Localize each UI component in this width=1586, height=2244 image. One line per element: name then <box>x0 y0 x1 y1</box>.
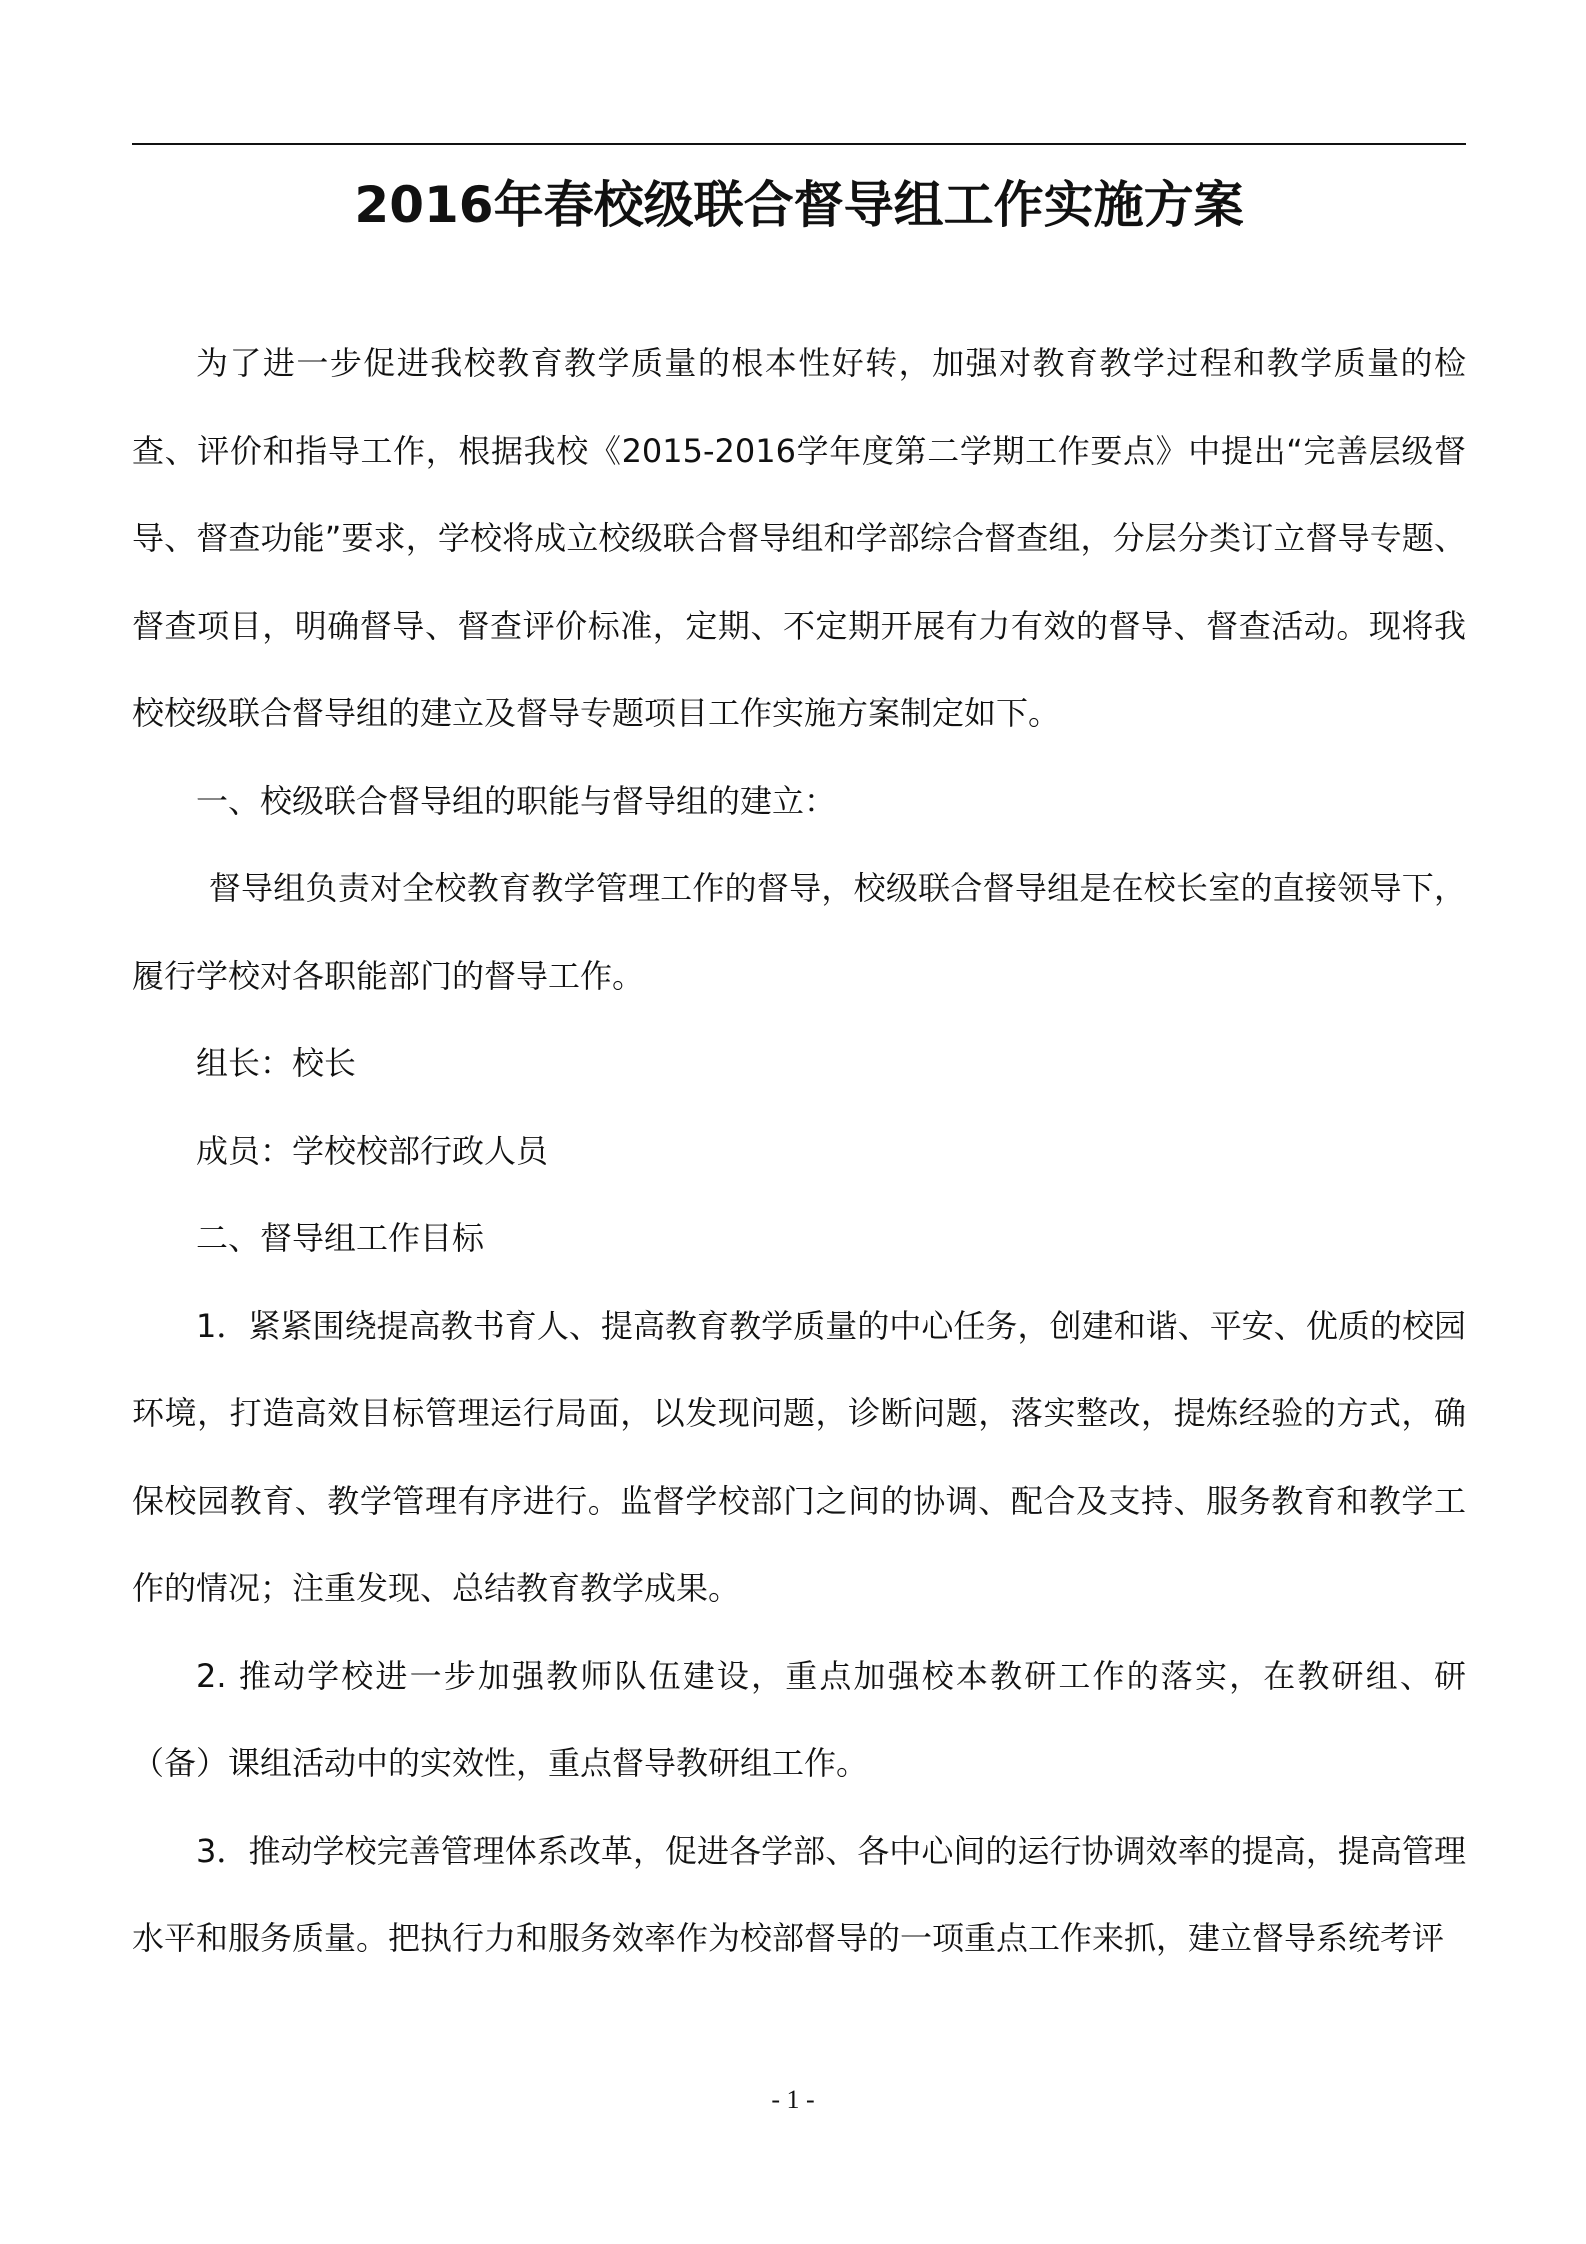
page-number: - 1 - <box>771 2085 815 2114</box>
section-heading-1: 一、校级联合督导组的职能与督导组的建立： <box>196 781 837 820</box>
document-body <box>132 320 1466 1983</box>
paragraph-goal-1: 1．紧紧围绕提高教书育人、提高教育教学质量的中心任务，创建和谐、平安、优质的校园环境，打造高效目标管理运行局面，以发现问题，诊断问题，落实整改，提炼经验的方式，确保校园教育、教学管理有序进行。监督学校部门之间的协调、配合及支持、服务教育和教学工作的情况；注重发现、总结教育教学成果。 <box>132 1306 1466 1607</box>
paragraph-members: 成员：学校校部行政人员 <box>196 1131 549 1170</box>
document-title: 2016年春校级联合督导组工作实施方案 <box>354 176 1244 234</box>
header-rule <box>132 143 1466 145</box>
paragraph-goal-2: 2. 推动学校进一步加强教师队伍建设，重点加强校本教研工作的落实，在教研组、研（备）课组活动中的实效性，重点督导教研组工作。 <box>132 1656 1466 1782</box>
section-heading-2: 二、督导组工作目标 <box>196 1219 485 1257</box>
paragraph-intro: 为了进一步促进我校教育教学质量的根本性好转，加强对教育教学过程和教学质量的检查、评价和指导工作，根据我校《2015-2016学年度第二学期工作要点》中提出“完善层级督导、督查功能”要求，学校将成立校级联合督导组和学部综合督查组，分层分类订立督导专题、督查项目，明确督导、督查评价标准，定期、不定期开展有力有效的督导、督查活动。现将我校校级联合督导组的建立及督导专题项目工作实施方案制定如下。 <box>132 344 1466 732</box>
paragraph-leader: 组长：校长 <box>196 1044 357 1082</box>
paragraph-goal-3: 3．推动学校完善管理体系改革，促进各学部、各中心间的运行协调效率的提高，提高管理水平和服务质量。把执行力和服务效率作为校部督导的一项重点工作来抓，建立督导系统考评 <box>132 1831 1466 1957</box>
paragraph-duties: 督导组负责对全校教育教学管理工作的督导，校级联合督导组是在校长室的直接领导下，履行学校对各职能部门的督导工作。 <box>132 869 1466 995</box>
